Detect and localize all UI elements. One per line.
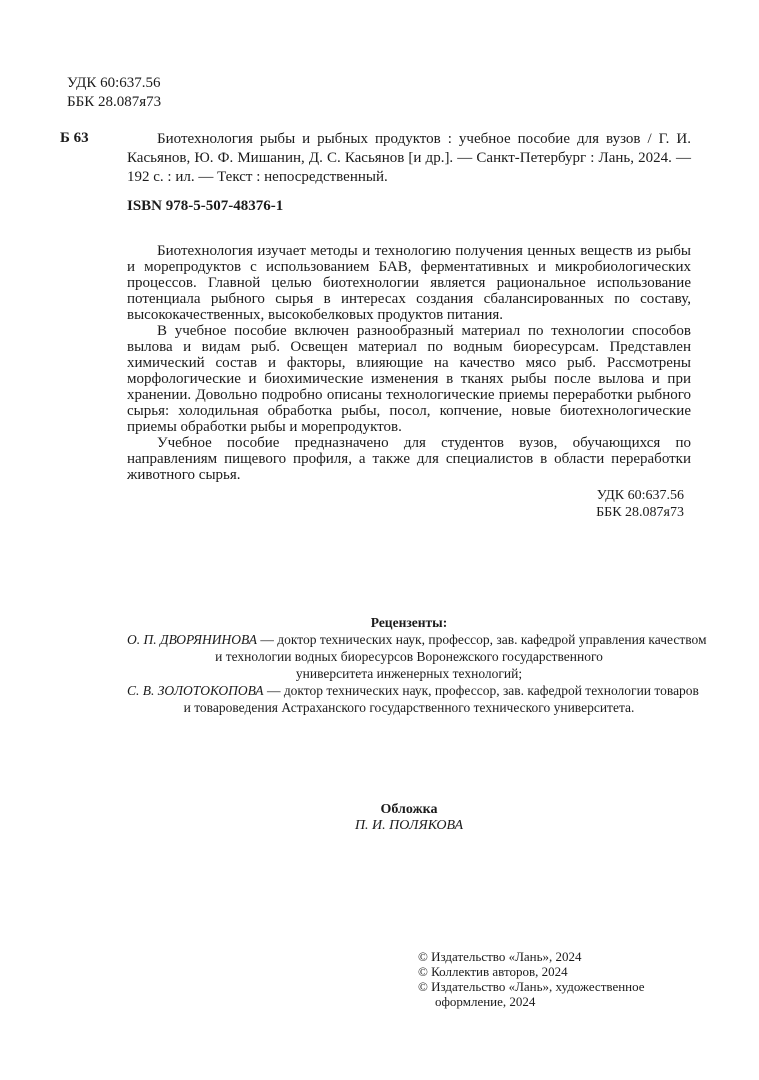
isbn-line: ISBN 978-5-507-48376-1 (127, 198, 284, 214)
reviewer-entry-line (127, 682, 699, 699)
annotation (127, 243, 691, 483)
reviewers-heading: Рецензенты: (370, 615, 448, 630)
cover-designer-name: П. И. ПОЛЯКОВА (354, 818, 464, 833)
reviewers-section (127, 614, 707, 716)
bbk-code-line: ББК 28.087я73 (67, 94, 162, 110)
bbk-code-line-bottom: ББК 28.087я73 (596, 505, 684, 520)
catalog-card-code: Б 63 (60, 130, 89, 146)
annotation-paragraph-2: В учебное пособие включен разнообразный материал по технологии способов вылова и видам рыб. Освещен материал по водным биоресурсам. Представлен химический состав и факторы, влияющие на качество мясо рыб. Рассмотрены морфологические и биохимические изменения в тканях рыбы после вылова и при хранении. Довольно подробно описаны технологические приемы переработки рыбного сырья: холодильная обработка рыбы, посол, копчение, новые биотехнологические приемы обработки рыбы и морепродуктов. (127, 323, 691, 435)
reviewer-continuation-line: университета инженерных технологий; (295, 666, 523, 681)
reviewer-degree-text: — доктор технических наук, профессор, зав. кафедрой технологии товаров (263, 683, 699, 698)
copyright-line: © Издательство «Лань», художественное оформление, 2024 (418, 979, 645, 1009)
reviewer-continuation-line: и технологии водных биоресурсов Воронежского государственного (215, 649, 603, 664)
bibliographic-entry: Биотехнология рыбы и рыбных продуктов : учебное пособие для вузов / Г. И. Касьянов, Ю. Ф. Мишанин, Д. С. Касьянов [и др.]. — Санкт-Петербург : Лань, 2024. — 192 с. : ил. — Текст : непосредственный. (127, 131, 691, 185)
copyright-block (418, 949, 668, 1009)
udc-block-bottom (127, 487, 684, 521)
annotation-paragraph-1: Биотехнология изучает методы и технологию получения ценных веществ из рыбы и морепродуктов с использованием БАВ, ферментативных и микробиологических процессов. Главной целью биотехнологии является рациональное использование потенциала рыбного сырья в интересах создания сбалансированных по составу, высококачественных, высокобелковых продуктов питания. (127, 243, 691, 323)
reviewer-name: С. В. ЗОЛОТОКОПОВА (127, 683, 264, 698)
udc-code-line-bottom: УДК 60:637.56 (596, 488, 684, 503)
reviewer-continuation-line: и товароведения Астраханского государственного технического университета. (183, 700, 635, 715)
copyright-line: © Коллектив авторов, 2024 (418, 964, 568, 979)
copyright-line: © Издательство «Лань», 2024 (418, 949, 582, 964)
cover-credit-heading: Обложка (380, 802, 438, 817)
reviewer-name: О. П. ДВОРЯНИНОВА (127, 632, 257, 647)
annotation-paragraph-3: Учебное пособие предназначено для студентов вузов, обучающихся по направлениям пищевого профиля, а также для специалистов в области переработки животного сырья. (127, 435, 691, 483)
udc-code-line: УДК 60:637.56 (67, 75, 161, 91)
udc-block-top (67, 74, 161, 112)
reviewer-entry-line (127, 631, 707, 648)
reviewer-degree-text: — доктор технических наук, профессор, зав. кафедрой управления качеством (257, 632, 707, 647)
cover-credit-section (127, 802, 691, 834)
